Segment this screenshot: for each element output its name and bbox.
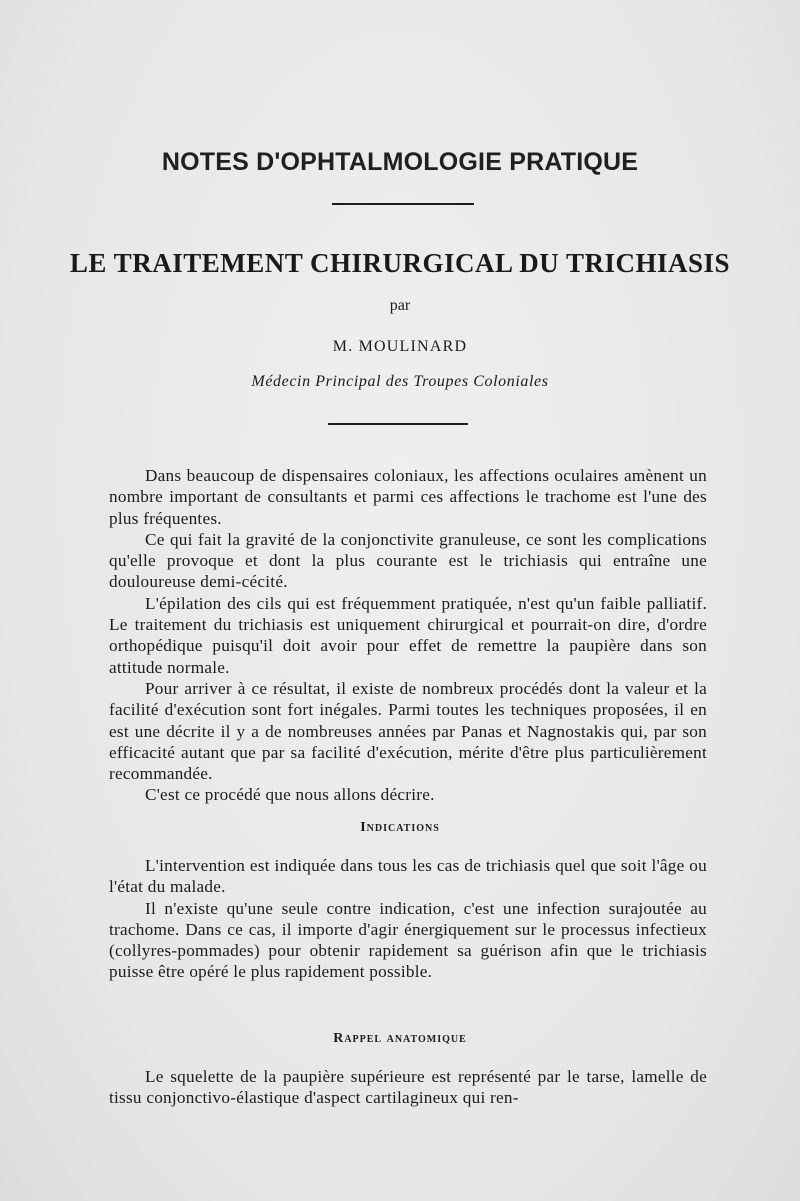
rappel-heading: Rappel anatomique	[333, 1031, 467, 1046]
author-affiliation: Médecin Principal des Troupes Coloniales	[251, 373, 549, 390]
rappel-paragraph-1: Le squelette de la paupière supérieure est représenté par le tarse, lamelle de tissu conjonctivo-élastique d'aspect cartilagineux qui ren-	[109, 1067, 707, 1108]
intro-section	[109, 465, 707, 806]
article-title: LE TRAITEMENT CHIRURGICAL DU TRICHIASIS	[69, 248, 731, 278]
title-divider-bottom	[328, 423, 468, 425]
intro-paragraph-5: C'est ce procédé que nous allons décrire.	[145, 785, 435, 805]
byline-par: par	[389, 297, 411, 314]
indications-heading: Indications	[360, 820, 440, 835]
indications-paragraph-2: Il n'existe qu'une seule contre indication, c'est une infection surajoutée au trachome. Dans ce cas, il importe d'agir énergiquement sur le processus infectieux (collyres-pommades) pour obtenir rapidement sa guérison afin que le trichiasis puisse être opéré le plus rapidement possible.	[109, 898, 707, 982]
author-name: M. MOULINARD	[332, 338, 468, 355]
intro-paragraph-3: L'épilation des cils qui est fréquemment pratiquée, n'est qu'un faible palliatif. Le traitement du trichiasis est uniquement chirurgical et pourrait-on dire, d'ordre orthopédique puisqu'il doit avoir pour effet de remettre la paupière dans son attitude normale.	[109, 593, 707, 677]
title-divider-top	[332, 203, 474, 205]
indications-section	[109, 855, 707, 983]
indications-paragraph-1: L'intervention est indiquée dans tous les cas de trichiasis quel que soit l'âge ou l'état du malade.	[109, 856, 707, 897]
rappel-section	[109, 1066, 707, 1109]
intro-paragraph-1: Dans beaucoup de dispensaires coloniaux, les affections oculaires amènent un nombre important de consultants et parmi ces affections le trachome est l'une des plus fréquentes.	[109, 466, 707, 528]
intro-paragraph-4: Pour arriver à ce résultat, il existe de nombreux procédés dont la valeur et la facilité d'exécution sont fort inégales. Parmi toutes les techniques proposées, il en est une décrite il y a de nombreuses années par Panas et Nagnostakis qui, par son efficacité autant que par sa facilité d'exécution, mérite d'être plus particulièrement recommandée.	[109, 678, 707, 784]
series-title: NOTES D'OPHTALMOLOGIE PRATIQUE	[161, 148, 639, 176]
intro-paragraph-2: Ce qui fait la gravité de la conjonctivite granuleuse, ce sont les complications qu'elle provoque et dont la plus courante est le trichiasis qui entraîne une douloureuse demi-cécité.	[109, 529, 707, 592]
